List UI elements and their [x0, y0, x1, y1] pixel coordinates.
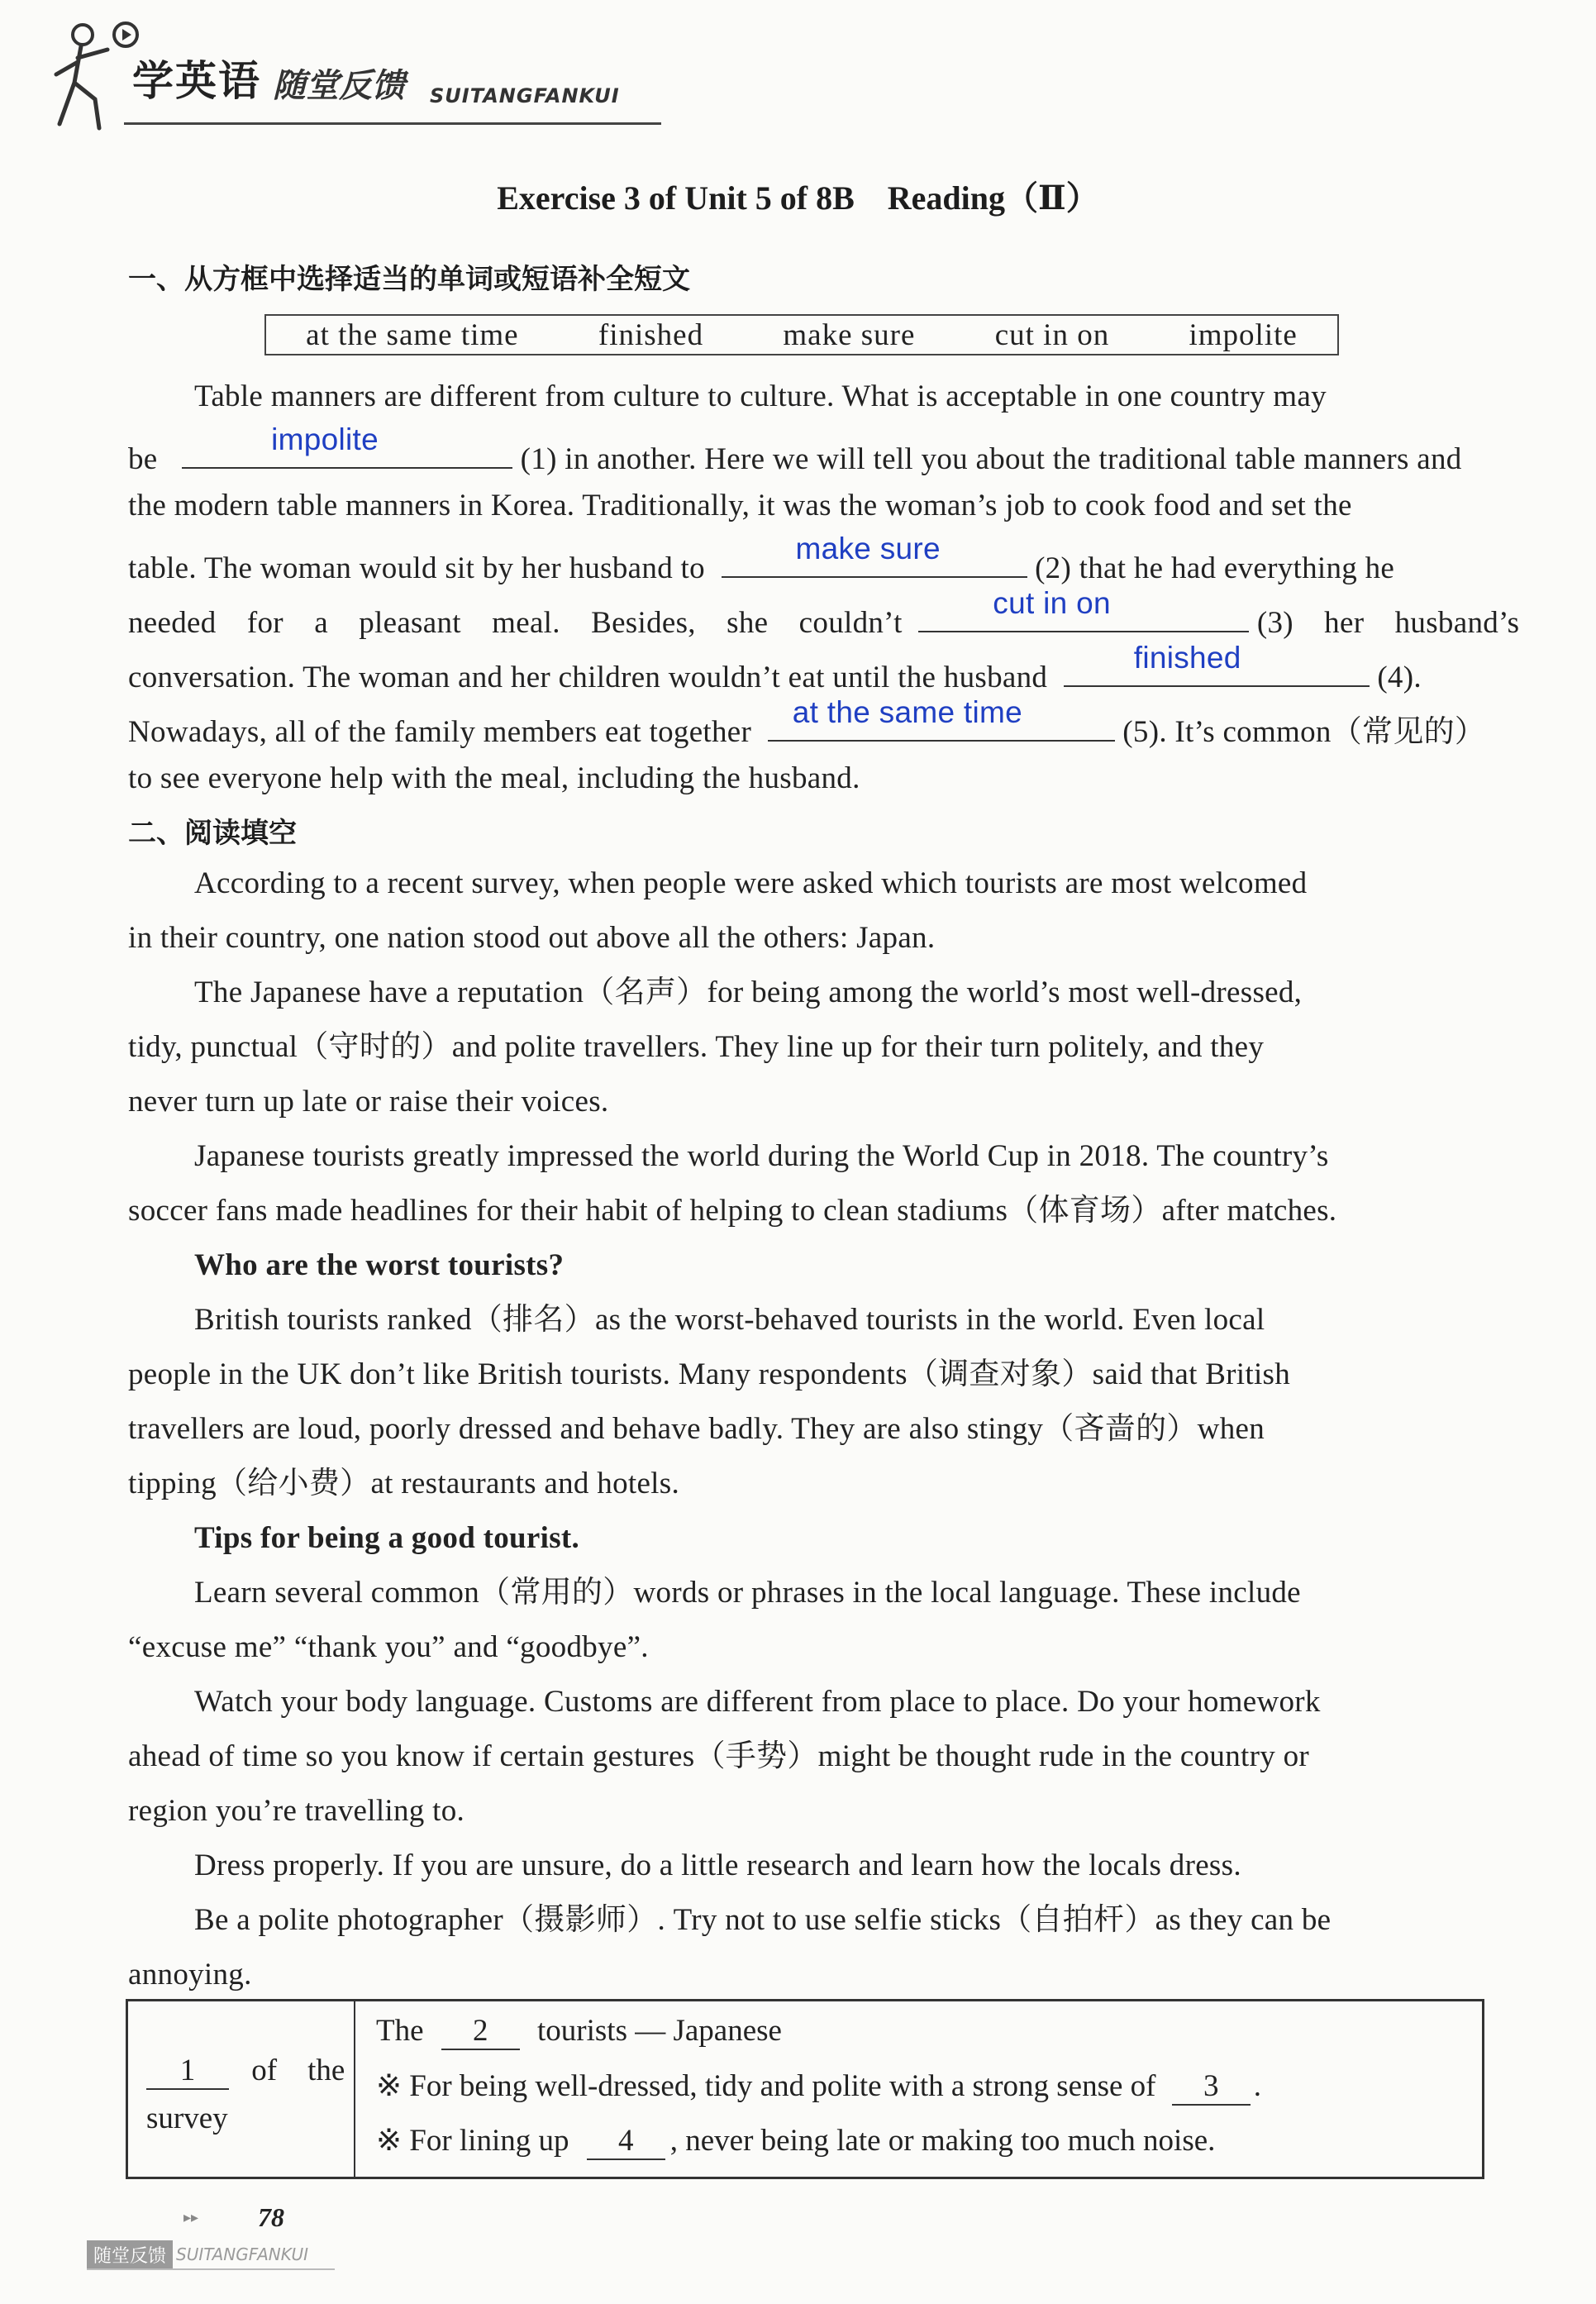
answer-text: finished: [1133, 641, 1241, 675]
text-line: British tourists ranked（排名）as the worst-behaved tourists in the world. Even local: [194, 1303, 1265, 1337]
table-text: , never being late or making too much noise.: [669, 2124, 1216, 2158]
table-left-line2: survey: [146, 2101, 228, 2135]
text-fragment: (5). It’s common（常见的）: [1122, 715, 1486, 749]
page-title: Exercise 3 of Unit 5 of 8B Reading（Ⅱ）: [497, 179, 1099, 217]
text-line: [128, 641, 1484, 694]
answer-text: at the same time: [792, 695, 1023, 729]
footer-divider: [87, 2268, 335, 2270]
answer-blank: [768, 695, 1115, 742]
brand-pinyin: SUITANGFANKUI: [430, 84, 620, 107]
word-box: [264, 314, 1339, 355]
brand-subtitle: 随堂反馈: [273, 67, 405, 105]
footer-tag-label: 随堂反馈: [87, 2240, 173, 2269]
text-line: soccer fans made headlines for their habit of helping to clean stadiums（体育场）after matches.: [128, 1194, 1337, 1228]
page-number: 78: [258, 2202, 284, 2232]
table-row-2: [376, 2068, 1261, 2106]
footer-tag: [87, 2240, 308, 2268]
section2-heading: 二、阅读填空: [128, 817, 297, 850]
text-line: “excuse me” “thank you” and “goodbye”.: [128, 1630, 649, 1664]
runner-logo-icon: [50, 17, 141, 132]
table-text: tourists — Japanese: [537, 2014, 782, 2048]
text-line: in their country, one nation stood out above all the others: Japan.: [128, 921, 936, 955]
table-text: The: [376, 2014, 424, 2048]
text-line: tidy, punctual（守时的）and polite travellers. They line up for their turn politely, and they: [128, 1030, 1265, 1064]
brand-title: 学英语: [132, 57, 261, 105]
answer-text: cut in on: [993, 586, 1111, 620]
section1-heading: 一、从方框中选择适当的单词或短语补全短文: [128, 263, 690, 296]
answer-blank: [918, 586, 1249, 632]
answer-blank: [722, 532, 1027, 578]
table-text: ※ For lining up: [376, 2124, 569, 2158]
header-underline: [124, 122, 661, 125]
blank-3: 3: [1172, 2068, 1251, 2106]
text-fragment: table. The woman would sit by her husband to: [128, 551, 705, 585]
footer-tag-pinyin: SUITANGFANKUI: [176, 2244, 309, 2264]
text-line: Learn several common（常用的）words or phrases in the local language. These include: [194, 1576, 1301, 1610]
table-row-1: [376, 2013, 782, 2050]
subheading: Tips for being a good tourist.: [194, 1521, 580, 1555]
table-divider: [354, 2001, 355, 2177]
word-box-item: make sure: [783, 317, 916, 352]
subheading: Who are the worst tourists?: [194, 1248, 565, 1282]
text-fragment: (4).: [1377, 661, 1422, 694]
text-fragment: be: [128, 442, 158, 476]
text-fragment: needed for a pleasant meal. Besides, she couldn’t: [128, 606, 903, 640]
footer-arrows-icon: ▸▸: [183, 2209, 199, 2225]
table-left-text: of the: [251, 2054, 345, 2087]
text-line: [128, 422, 1484, 476]
text-line: to see everyone help with the meal, including the husband.: [128, 761, 860, 795]
text-line: [128, 695, 1486, 749]
text-line: never turn up late or raise their voices.: [128, 1085, 609, 1119]
summary-table: [126, 1999, 1484, 2179]
text-line: Table manners are different from culture to culture. What is acceptable in one country may: [194, 379, 1327, 413]
text-line: people in the UK don’t like British tourists. Many respondents（调查对象）said that British: [128, 1357, 1291, 1391]
answer-text: impolite: [271, 422, 379, 456]
text-fragment: (3) her husband’s: [1256, 606, 1520, 640]
header: [50, 17, 645, 141]
text-line: tipping（给小费）at restaurants and hotels.: [128, 1467, 680, 1500]
answer-text: make sure: [795, 532, 941, 565]
blank-2: 2: [441, 2013, 520, 2050]
text-fragment: Nowadays, all of the family members eat together: [128, 715, 752, 749]
text-line: region you’re travelling to.: [128, 1794, 465, 1828]
text-line: Watch your body language. Customs are different from place to place. Do your homework: [194, 1685, 1321, 1719]
answer-blank: [182, 422, 512, 469]
text-line: According to a recent survey, when people were asked which tourists are most welcomed: [194, 866, 1308, 900]
text-line: [128, 586, 1520, 640]
table-left-line1: [146, 2044, 345, 2090]
blank-4: 4: [587, 2123, 665, 2160]
word-box-item: at the same time: [306, 317, 519, 352]
text-line: [128, 532, 1484, 585]
text-fragment: (1) in another. Here we will tell you about the traditional table manners and: [520, 442, 1462, 476]
word-box-item: finished: [598, 317, 704, 352]
text-line: Japanese tourists greatly impressed the world during the World Cup in 2018. The country’s: [194, 1139, 1329, 1173]
text-line: annoying.: [128, 1958, 252, 1992]
table-text: ※ For being well-dressed, tidy and polite with a strong sense of: [376, 2069, 1156, 2103]
text-fragment: (2) that he had everything he: [1035, 551, 1395, 585]
answer-blank: [1064, 641, 1370, 687]
text-fragment: conversation. The woman and her children wouldn’t eat until the husband: [128, 661, 1048, 694]
blank-1: 1: [146, 2053, 229, 2090]
table-row-3: [376, 2122, 1215, 2160]
text-line: ahead of time so you know if certain gestures（手势）might be thought rude in the country or: [128, 1739, 1310, 1773]
word-box-item: cut in on: [994, 317, 1110, 352]
text-line: Be a polite photographer（摄影师）. Try not to use selfie sticks（自拍杆）as they can be: [194, 1903, 1332, 1937]
text-line: Dress properly. If you are unsure, do a little research and learn how the locals dress.: [194, 1848, 1241, 1882]
table-text: .: [1253, 2069, 1261, 2103]
text-line: travellers are loud, poorly dressed and behave badly. They are also stingy（吝啬的）when: [128, 1412, 1265, 1446]
text-line: The Japanese have a reputation（名声）for being among the world’s most well-dressed,: [194, 976, 1303, 1009]
text-line: the modern table manners in Korea. Traditionally, it was the woman’s job to cook food and set the: [128, 489, 1352, 522]
word-box-item: impolite: [1189, 317, 1298, 352]
